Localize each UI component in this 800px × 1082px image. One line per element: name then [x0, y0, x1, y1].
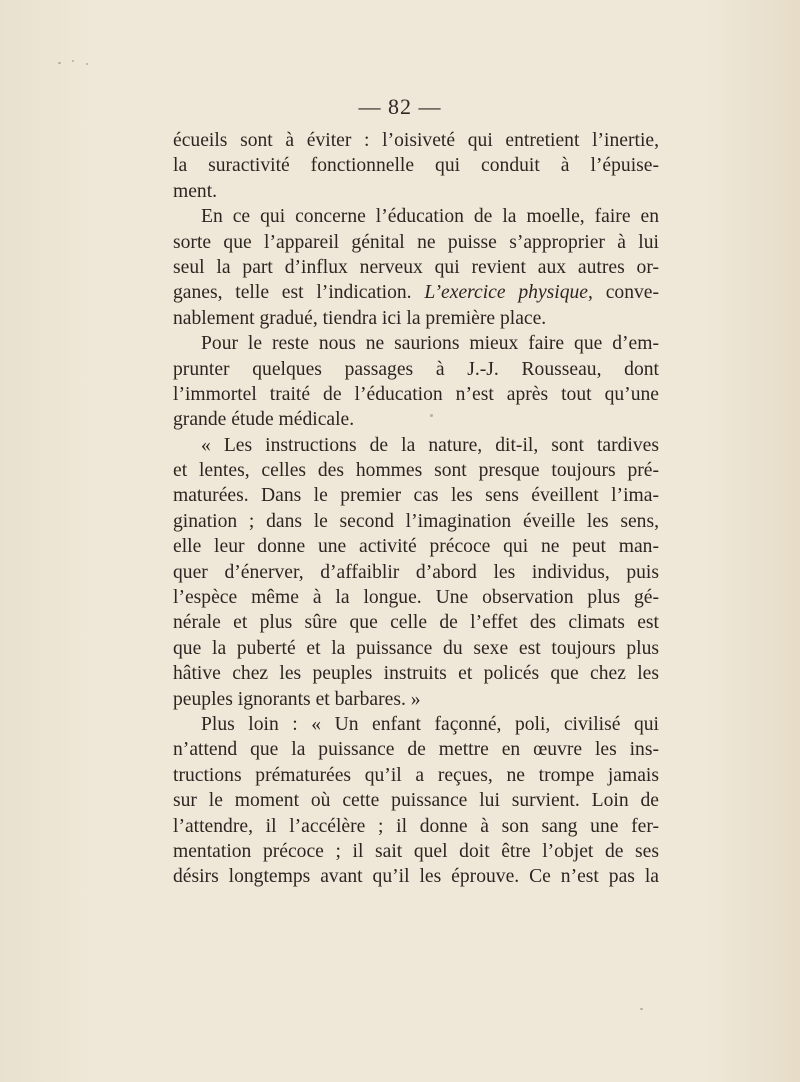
text-line: seul la part d’influx nerveux qui revient aux autres or- [173, 256, 659, 278]
body-text [173, 128, 659, 890]
text-line: Plus loin : « Un enfant façonné, poli, civilisé qui [201, 713, 659, 735]
text-line: l’attendre, il l’accélère ; il donne à son sang une fer- [173, 815, 659, 837]
text-line: désirs longtemps avant qu’il les éprouve. Ce n’est pas la [173, 866, 659, 888]
text-line [173, 280, 659, 305]
text-line: tructions prématurées qu’il a reçues, ne trompe jamais [173, 764, 659, 786]
text-line: l’espèce même à la longue. Une observation plus gé- [173, 587, 659, 609]
page-number: — 82 — [358, 94, 442, 119]
text-line: écueils sont à éviter : l’oisiveté qui entretient l’inertie, [173, 130, 659, 151]
text-line: Pour le reste nous ne saurions mieux faire que d’em- [201, 333, 659, 355]
paper-speck [430, 414, 433, 417]
paper-speck [72, 60, 74, 62]
text-line: nablement gradué, tiendra ici la première place. [173, 307, 547, 329]
text-line: peuples ignorants et barbares. » [173, 688, 421, 710]
text-line: et lentes, celles des hommes sont presque toujours pré- [173, 460, 659, 482]
text-line: gination ; dans le second l’imagination éveille les sens, [173, 510, 659, 532]
text-segment: , conve- [588, 282, 660, 304]
text-line: En ce qui concerne l’éducation de la moelle, faire en [201, 206, 659, 228]
text-line: n’attend que la puissance de mettre en œuvre les ins- [173, 739, 659, 761]
paper-speck [640, 1008, 643, 1010]
text-line: « Les instructions de la nature, dit-il, sont tardives [201, 434, 659, 456]
text-line: que la puberté et la puissance du sexe est toujours plus [173, 637, 659, 659]
text-line: grande étude médicale. [173, 409, 355, 431]
text-line: l’immortel traité de l’éducation n’est après tout qu’une [173, 383, 659, 405]
text-segment: ganes, telle est l’indication. [173, 282, 425, 304]
text-line: prunter quelques passages à J.-J. Rousseau, dont [173, 358, 659, 380]
text-line: maturées. Dans le premier cas les sens éveillent l’ima- [173, 485, 659, 507]
text-line: nérale et plus sûre que celle de l’effet des climats est [173, 612, 659, 634]
text-line: mentation précoce ; il sait quel doit être l’objet de ses [173, 840, 659, 862]
text-line: hâtive chez les peuples instruits et policés que chez les [173, 663, 659, 685]
paper-speck [58, 62, 61, 64]
text-line: ment. [173, 180, 218, 202]
text-line: sur le moment où cette puissance lui survient. Loin de [173, 790, 659, 812]
text-line: elle leur donne une activité précoce qui ne peut man- [173, 536, 659, 558]
text-line: sorte que l’appareil génital ne puisse s’approprier à lui [173, 231, 659, 253]
italic-phrase: L’exercice physique [424, 282, 589, 304]
text-line: la suractivité fonctionnelle qui conduit à l’épuise- [173, 155, 659, 177]
text-line: quer d’énerver, d’affaiblir d’abord les individus, puis [173, 561, 659, 583]
paper-speck [86, 63, 88, 65]
